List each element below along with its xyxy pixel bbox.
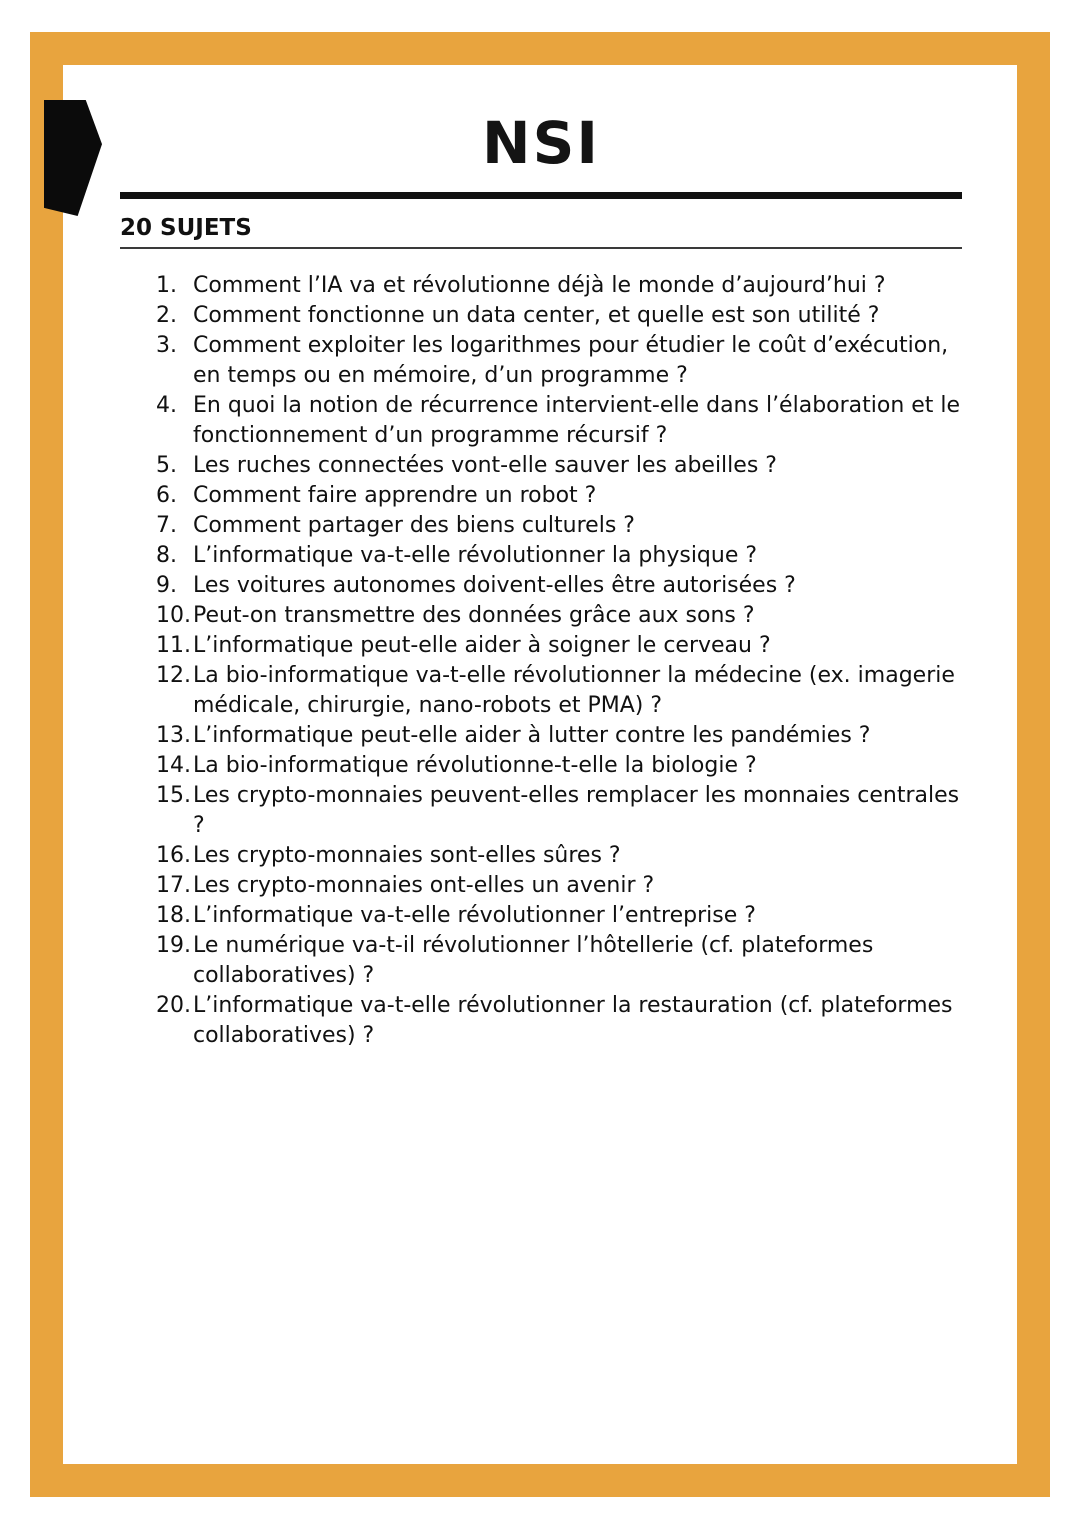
list-item-number: 15.	[156, 782, 191, 808]
section-divider	[120, 247, 962, 249]
list-item-number: 20.	[156, 992, 191, 1018]
list-item-text: Les crypto-monnaies sont-elles sûres ?	[193, 842, 621, 868]
list-item-text: Les voitures autonomes doivent-elles être autorisées ?	[193, 572, 796, 598]
list-item	[156, 631, 962, 661]
list-item-number: 9.	[156, 572, 177, 598]
list-item-text: L’informatique peut-elle aider à lutter contre les pandémies ?	[193, 722, 871, 748]
list-item-number: 3.	[156, 332, 177, 358]
list-item	[156, 541, 962, 571]
list-item-text: Comment partager des biens culturels ?	[193, 512, 635, 538]
list-item-number: 8.	[156, 542, 177, 568]
list-item-text: Les ruches connectées vont-elle sauver les abeilles ?	[193, 452, 777, 478]
subject-list	[120, 271, 962, 1051]
list-item	[156, 511, 962, 541]
list-item-number: 1.	[156, 272, 177, 298]
list-item-number: 4.	[156, 392, 177, 418]
list-item-number: 19.	[156, 932, 191, 958]
list-item-number: 10.	[156, 602, 191, 628]
list-item-text: Le numérique va-t-il révolutionner l’hôtellerie (cf. plateformes collaboratives) ?	[193, 932, 874, 988]
list-item-text: L’informatique va-t-elle révolutionner l’entreprise ?	[193, 902, 756, 928]
list-item	[156, 721, 962, 751]
list-item-text: L’informatique peut-elle aider à soigner le cerveau ?	[193, 632, 771, 658]
list-item-number: 18.	[156, 902, 191, 928]
list-item	[156, 331, 962, 391]
list-item-number: 17.	[156, 872, 191, 898]
list-item-number: 12.	[156, 662, 191, 688]
title-divider	[120, 192, 962, 199]
list-item-number: 14.	[156, 752, 191, 778]
list-item	[156, 991, 962, 1051]
list-item	[156, 781, 962, 841]
list-item-number: 16.	[156, 842, 191, 868]
list-item-text: Comment exploiter les logarithmes pour étudier le coût d’exécution, en temps ou en mémoire, d’un programme ?	[193, 332, 949, 388]
list-item-number: 5.	[156, 452, 177, 478]
list-item-text: L’informatique va-t-elle révolutionner la restauration (cf. plateformes collaboratives) ?	[193, 992, 953, 1048]
list-item-number: 6.	[156, 482, 177, 508]
list-item	[156, 931, 962, 991]
list-item-text: Les crypto-monnaies peuvent-elles remplacer les monnaies centrales ?	[193, 782, 960, 838]
list-item-number: 7.	[156, 512, 177, 538]
list-item-text: Peut-on transmettre des données grâce aux sons ?	[193, 602, 755, 628]
list-item-text: Comment fonctionne un data center, et quelle est son utilité ?	[193, 302, 880, 328]
list-item-text: Comment faire apprendre un robot ?	[193, 482, 597, 508]
list-item-number: 13.	[156, 722, 191, 748]
list-item	[156, 841, 962, 871]
list-item	[156, 601, 962, 631]
list-item	[156, 661, 962, 721]
list-item	[156, 271, 962, 301]
list-item	[156, 451, 962, 481]
list-item-number: 2.	[156, 302, 177, 328]
list-item-text: La bio-informatique va-t-elle révolutionner la médecine (ex. imagerie médicale, chirurgie, nano-robots et PMA) ?	[193, 662, 955, 718]
list-item	[156, 301, 962, 331]
list-item	[156, 751, 962, 781]
list-item-number: 11.	[156, 632, 191, 658]
page-title: NSI	[482, 109, 600, 177]
list-item-text: Les crypto-monnaies ont-elles un avenir ?	[193, 872, 655, 898]
list-item-text: La bio-informatique révolutionne-t-elle la biologie ?	[193, 752, 757, 778]
list-item	[156, 871, 962, 901]
list-item-text: En quoi la notion de récurrence intervient-elle dans l’élaboration et le fonctionnement d’un programme récursif ?	[193, 392, 961, 448]
list-item	[156, 481, 962, 511]
section-heading: 20 SUJETS	[120, 214, 252, 241]
list-item-text: Comment l’IA va et révolutionne déjà le monde d’aujourd’hui ?	[193, 272, 886, 298]
list-item	[156, 901, 962, 931]
document-content	[120, 109, 962, 1051]
list-item	[156, 391, 962, 451]
list-item	[156, 571, 962, 601]
list-item-text: L’informatique va-t-elle révolutionner la physique ?	[193, 542, 758, 568]
